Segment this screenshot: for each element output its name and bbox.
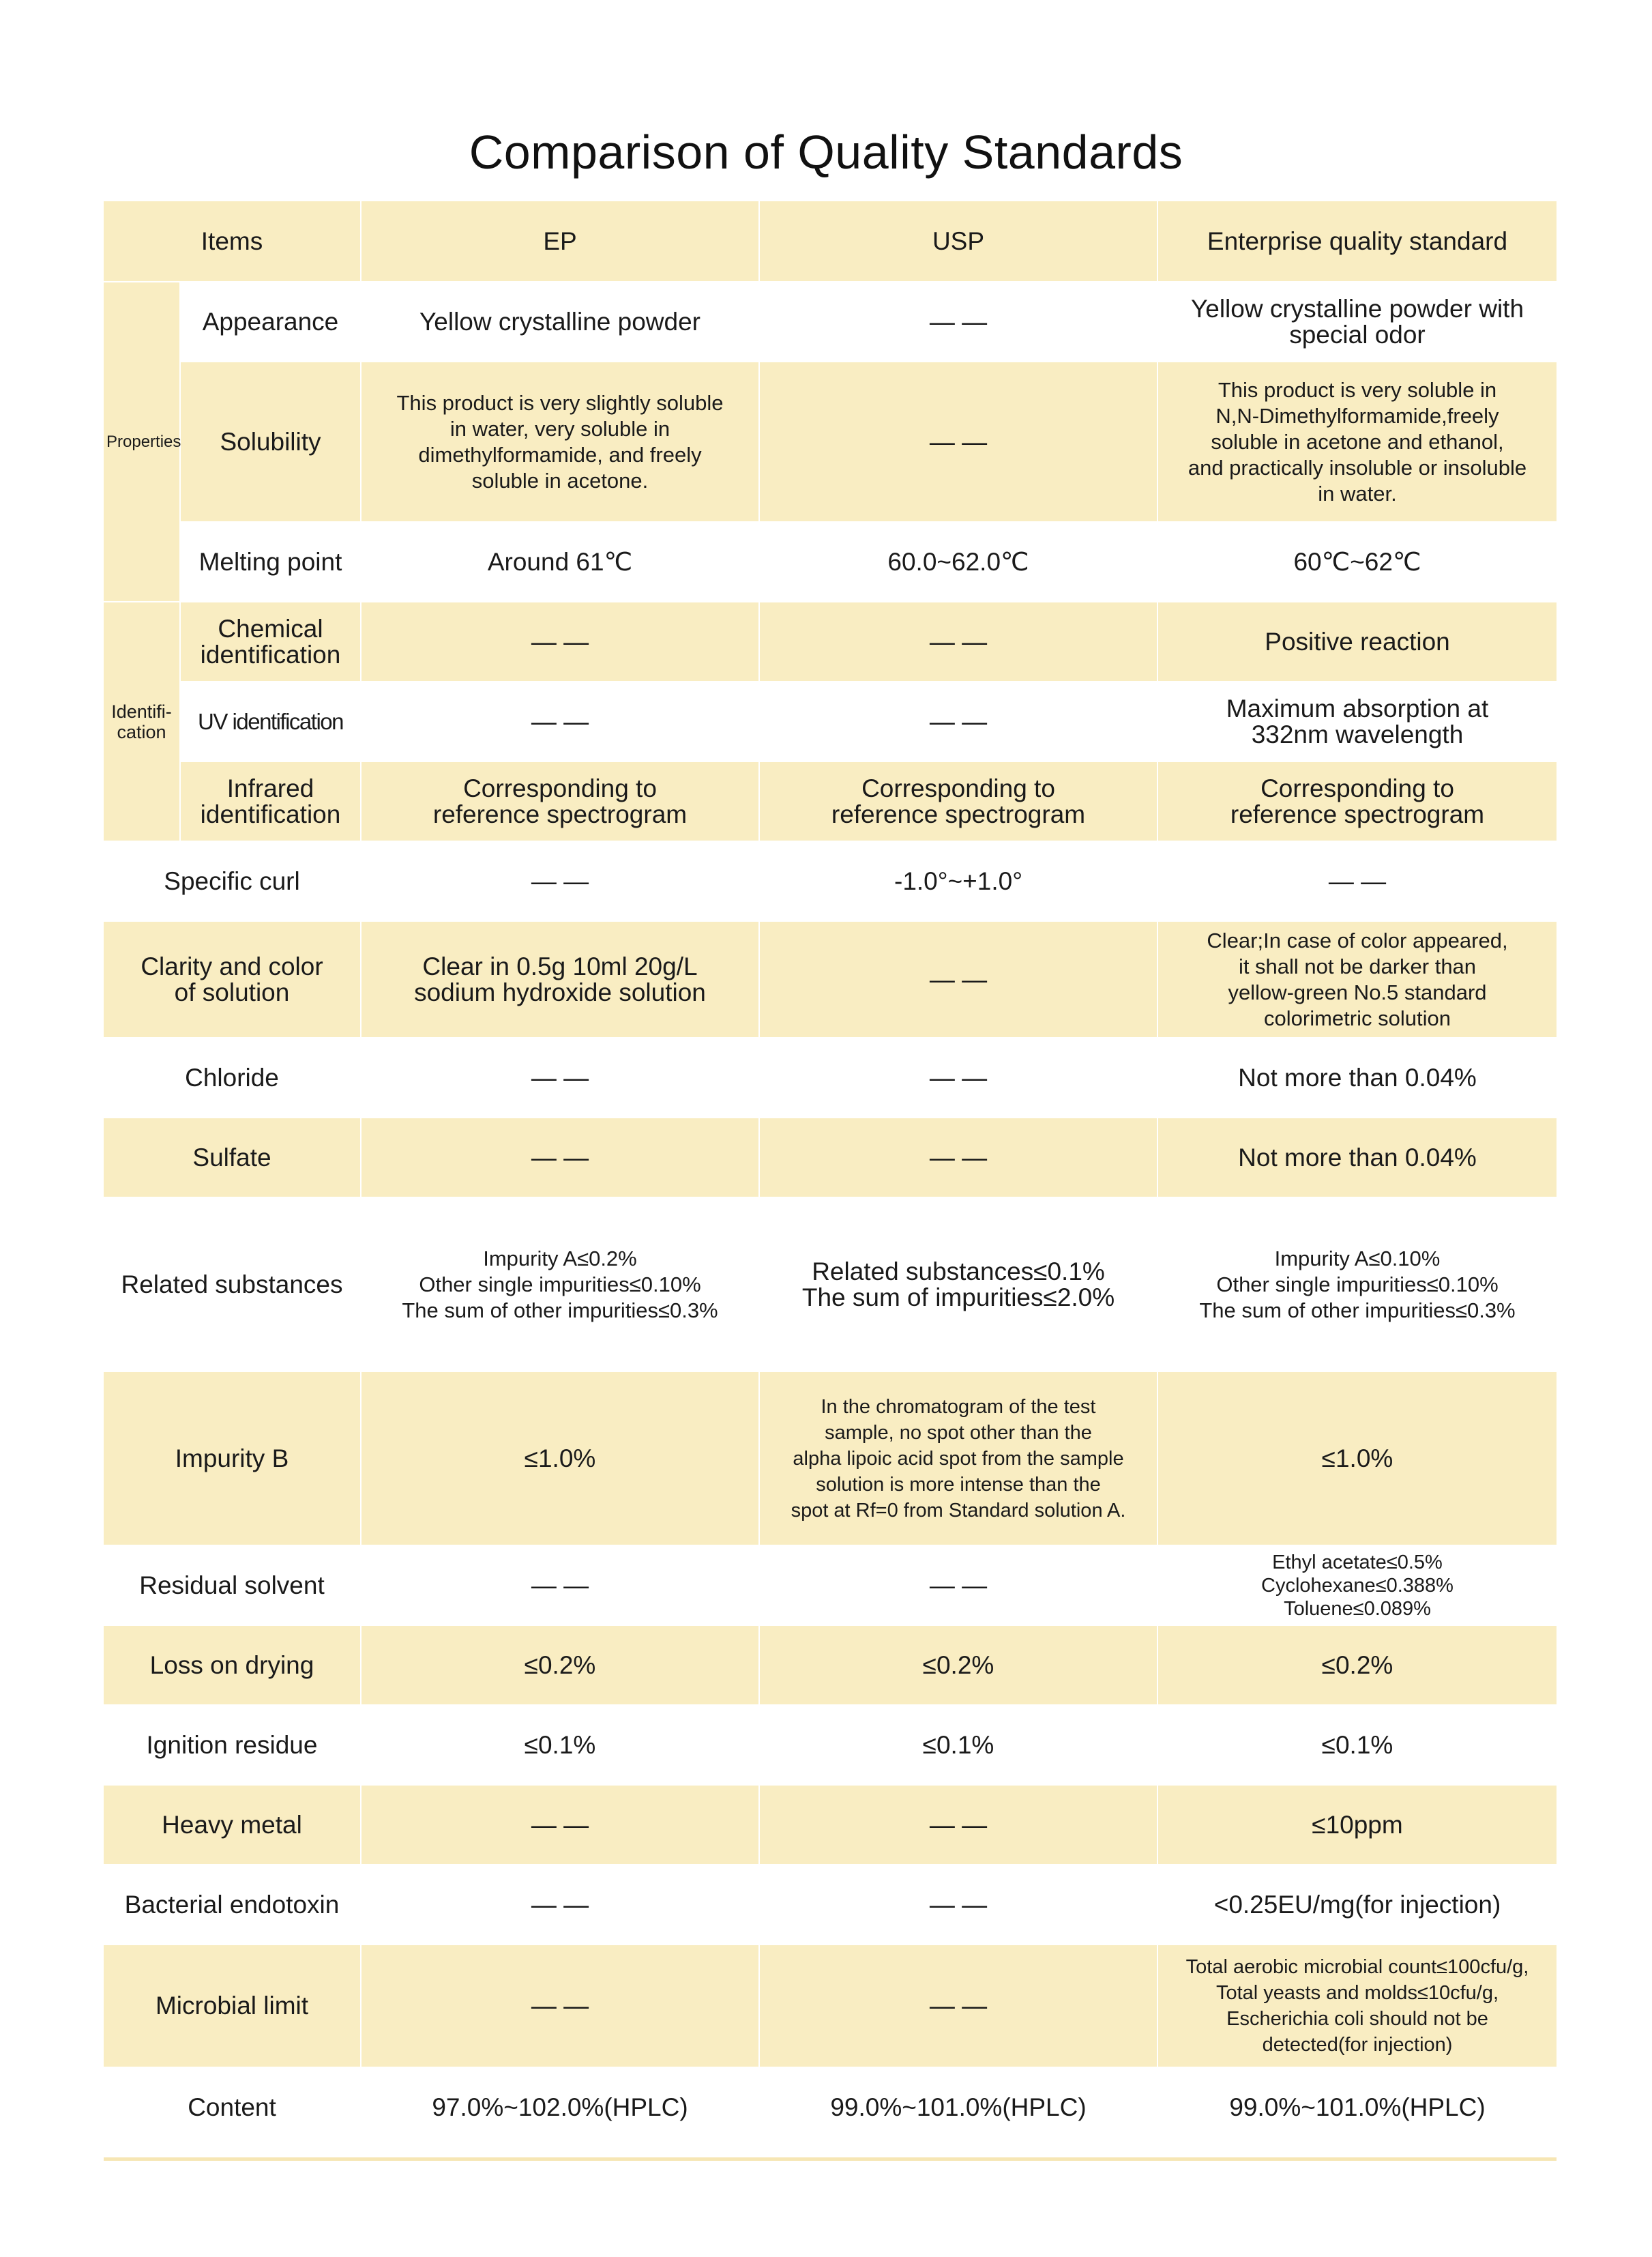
- bottom-divider: [104, 2157, 1557, 2161]
- header-items: Items: [104, 201, 361, 282]
- row-microbial-limit: [104, 1945, 1557, 2067]
- cell-ep: Impurity A≤0.2% Other single impurities≤0.10% The sum of other impurities≤0.3%: [361, 1197, 759, 1371]
- quality-standards-table: [104, 201, 1557, 2148]
- row-label: Ignition residue: [104, 1705, 361, 1785]
- row-specific-curl: [104, 841, 1557, 921]
- row-appearance: [104, 282, 1557, 362]
- row-uv-identification: [104, 682, 1557, 761]
- row-label: Specific curl: [104, 841, 361, 921]
- row-label: Infrared identification: [180, 761, 361, 841]
- row-label: Impurity B: [104, 1371, 361, 1545]
- cell-enterprise: Not more than 0.04%: [1157, 1038, 1557, 1118]
- row-label: UV identification: [180, 682, 361, 761]
- cell-usp: Related substances≤0.1% The sum of impurities≤2.0%: [759, 1197, 1157, 1371]
- cell-ep: — —: [361, 1545, 759, 1625]
- row-label: Melting point: [180, 522, 361, 602]
- cell-enterprise: 60℃~62℃: [1157, 522, 1557, 602]
- cell-usp: — —: [759, 1785, 1157, 1865]
- cell-usp: — —: [759, 682, 1157, 761]
- cell-enterprise: ≤0.1%: [1157, 1705, 1557, 1785]
- row-label: Heavy metal: [104, 1785, 361, 1865]
- row-label: Bacterial endotoxin: [104, 1865, 361, 1945]
- cell-ep: ≤1.0%: [361, 1371, 759, 1545]
- cell-enterprise: Clear;In case of color appeared, it shall not be darker than yellow-green No.5 standard colorimetric solution: [1157, 921, 1557, 1038]
- row-label: Chemical identification: [180, 602, 361, 682]
- row-label: Solubility: [180, 362, 361, 522]
- page-title: Comparison of Quality Standards: [469, 126, 1183, 179]
- row-melting-point: [104, 522, 1557, 602]
- row-content: [104, 2067, 1557, 2147]
- header-ep: EP: [361, 201, 759, 282]
- row-ignition-residue: [104, 1705, 1557, 1785]
- cell-enterprise: Positive reaction: [1157, 602, 1557, 682]
- cell-usp: — —: [759, 1038, 1157, 1118]
- cell-ep: Yellow crystalline powder: [361, 282, 759, 362]
- cell-usp: 99.0%~101.0%(HPLC): [759, 2067, 1157, 2147]
- cell-usp: Corresponding to reference spectrogram: [759, 761, 1157, 841]
- cell-enterprise: ≤1.0%: [1157, 1371, 1557, 1545]
- cell-enterprise: <0.25EU/mg(for injection): [1157, 1865, 1557, 1945]
- row-chloride: [104, 1038, 1557, 1118]
- cell-usp: — —: [759, 1865, 1157, 1945]
- header-row: [104, 201, 1557, 282]
- cell-ep: — —: [361, 682, 759, 761]
- row-label: Sulfate: [104, 1118, 361, 1197]
- cell-ep: 97.0%~102.0%(HPLC): [361, 2067, 759, 2147]
- row-label: Loss on drying: [104, 1625, 361, 1705]
- cell-enterprise: Yellow crystalline powder with special odor: [1157, 282, 1557, 362]
- cell-ep: ≤0.1%: [361, 1705, 759, 1785]
- row-related-substances: [104, 1197, 1557, 1371]
- cell-enterprise: Total aerobic microbial count≤100cfu/g, Total yeasts and molds≤10cfu/g, Escherichia coli should not be detected(for injection): [1157, 1945, 1557, 2067]
- row-solubility: [104, 362, 1557, 522]
- group-identification: Identifi- cation: [104, 602, 180, 841]
- cell-usp: — —: [759, 282, 1157, 362]
- cell-usp: 60.0~62.0℃: [759, 522, 1157, 602]
- cell-ep: Clear in 0.5g 10ml 20g/L sodium hydroxide solution: [361, 921, 759, 1038]
- row-label: Related substances: [104, 1197, 361, 1371]
- row-label: Residual solvent: [104, 1545, 361, 1625]
- row-infrared-identification: [104, 761, 1557, 841]
- cell-enterprise: 99.0%~101.0%(HPLC): [1157, 2067, 1557, 2147]
- cell-usp: — —: [759, 1945, 1157, 2067]
- cell-usp: — —: [759, 362, 1157, 522]
- row-label: Content: [104, 2067, 361, 2147]
- cell-enterprise: ≤10ppm: [1157, 1785, 1557, 1865]
- cell-enterprise: Ethyl acetate≤0.5% Cyclohexane≤0.388% Toluene≤0.089%: [1157, 1545, 1557, 1625]
- cell-ep: — —: [361, 1038, 759, 1118]
- row-label: Chloride: [104, 1038, 361, 1118]
- cell-usp: In the chromatogram of the test sample, no spot other than the alpha lipoic acid spot from the sample solution is more intense than the spot at Rf=0 from Standard solution A.: [759, 1371, 1157, 1545]
- row-label: Microbial limit: [104, 1945, 361, 2067]
- cell-ep: — —: [361, 1945, 759, 2067]
- cell-enterprise: Impurity A≤0.10% Other single impurities≤0.10% The sum of other impurities≤0.3%: [1157, 1197, 1557, 1371]
- cell-usp: — —: [759, 1118, 1157, 1197]
- cell-usp: — —: [759, 1545, 1157, 1625]
- cell-enterprise: ≤0.2%: [1157, 1625, 1557, 1705]
- cell-enterprise: Maximum absorption at 332nm wavelength: [1157, 682, 1557, 761]
- cell-ep: — —: [361, 1865, 759, 1945]
- group-properties: Properties: [104, 282, 180, 602]
- row-loss-on-drying: [104, 1625, 1557, 1705]
- cell-ep: Corresponding to reference spectrogram: [361, 761, 759, 841]
- row-heavy-metal: [104, 1785, 1557, 1865]
- row-clarity-color: [104, 921, 1557, 1038]
- cell-enterprise: This product is very soluble in N,N-Dimethylformamide,freely soluble in acetone and ethanol, and practically insoluble or insoluble in water.: [1157, 362, 1557, 522]
- row-label: Appearance: [180, 282, 361, 362]
- cell-ep: — —: [361, 602, 759, 682]
- cell-ep: — —: [361, 1118, 759, 1197]
- cell-usp: ≤0.1%: [759, 1705, 1157, 1785]
- cell-usp: — —: [759, 921, 1157, 1038]
- cell-enterprise: Not more than 0.04%: [1157, 1118, 1557, 1197]
- row-chemical-identification: [104, 602, 1557, 682]
- cell-usp: — —: [759, 602, 1157, 682]
- row-residual-solvent: [104, 1545, 1557, 1625]
- cell-enterprise: — —: [1157, 841, 1557, 921]
- cell-usp: ≤0.2%: [759, 1625, 1157, 1705]
- row-label: Clarity and color of solution: [104, 921, 361, 1038]
- row-bacterial-endotoxin: [104, 1865, 1557, 1945]
- row-sulfate: [104, 1118, 1557, 1197]
- cell-ep: — —: [361, 1785, 759, 1865]
- cell-usp: -1.0°~+1.0°: [759, 841, 1157, 921]
- cell-ep: This product is very slightly soluble in water, very soluble in dimethylformamide, and freely soluble in acetone.: [361, 362, 759, 522]
- header-usp: USP: [759, 201, 1157, 282]
- cell-ep: Around 61℃: [361, 522, 759, 602]
- cell-ep: — —: [361, 841, 759, 921]
- header-enterprise: Enterprise quality standard: [1157, 201, 1557, 282]
- row-impurity-b: [104, 1371, 1557, 1545]
- cell-enterprise: Corresponding to reference spectrogram: [1157, 761, 1557, 841]
- cell-ep: ≤0.2%: [361, 1625, 759, 1705]
